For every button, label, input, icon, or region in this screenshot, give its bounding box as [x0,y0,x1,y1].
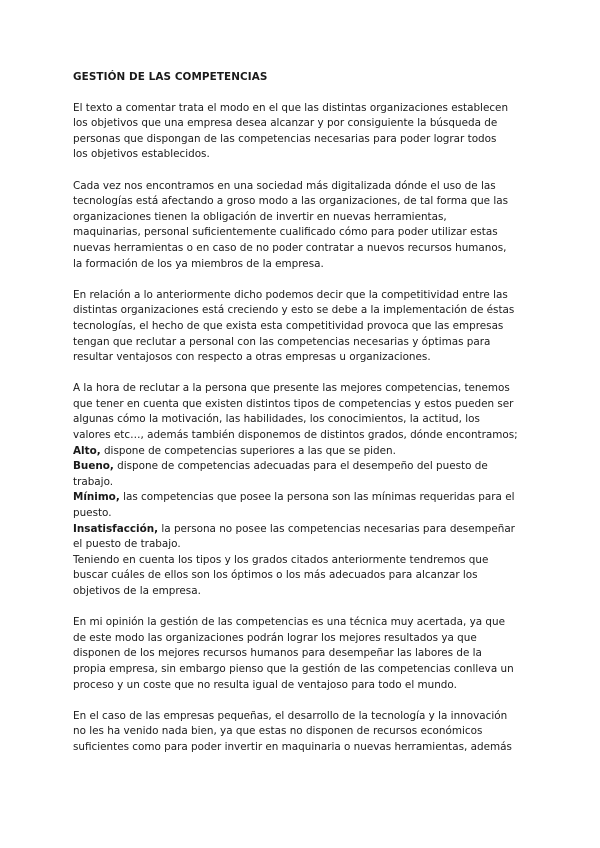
text-line: de este modo las organizaciones podrán lograr los mejores resultados ya que [73,631,477,644]
text-line: algunas cómo la motivación, las habilidades, los conocimientos, la actitud, los [73,413,480,426]
text-line: resultar ventajosos con respecto a otras empresas u organizaciones. [73,351,431,364]
paragraph-small-companies [73,709,533,756]
grade-minimo [73,490,533,506]
text-line: Teniendo en cuenta los tipos y los grados citados anteriormente tendremos que [73,553,489,566]
grade-bueno [73,459,533,475]
text-line: buscar cuáles de ellos son los óptimos o los más adecuados para alcanzar los [73,569,478,582]
text-line: distintas organizaciones está creciendo y esto se debe a la implementación de éstas [73,304,515,317]
text-line: tecnologías está afectando a groso modo a las organizaciones, de tal forma que las [73,195,509,208]
text-line: Cada vez nos encontramos en una sociedad más digitalizada dónde el uso de las [73,179,496,192]
text-line: propia empresa, sin embargo pienso que la gestión de las competencias conlleva un [73,662,514,675]
text-line: los objetivos establecidos. [73,148,210,161]
text-line: En mi opinión la gestión de las competencias es una técnica muy acertada, ya que [73,616,505,629]
document-page [73,70,533,771]
grade-text: la persona no posee las competencias necesarias para desempeñar [158,522,515,535]
paragraph-digitalization [73,179,533,273]
grade-text: dispone de competencias adecuadas para el desempeño del puesto de [113,460,488,473]
text-line: organizaciones tienen la obligación de invertir en nuevas herramientas, [73,210,447,223]
text-line: trabajo. [73,475,114,488]
grade-label: Bueno, [73,460,114,473]
grade-label: Insatisfacción, [73,522,159,535]
text-line: tengan que reclutar a personal con las competencias necesarias y óptimas para [73,335,491,348]
grade-text: las competencias que posee la persona son las mínimas requeridas para el [119,491,515,504]
text-line: A la hora de reclutar a la persona que presente las mejores competencias, tenemos [73,382,510,395]
text-line: los objetivos que una empresa desea alcanzar y por consiguiente la búsqueda de [73,117,498,130]
text-line: tecnologías, el hecho de que exista esta competitividad provoca que las empresas [73,319,504,332]
text-line: no les ha venido nada bien, ya que estas no disponen de recursos económicos [73,725,483,738]
text-line: puesto. [73,507,112,520]
grade-label: Mínimo, [73,491,120,504]
paragraph-intro [73,101,533,163]
text-line: valores etc…, además también disponemos de distintos grados, dónde encontramos; [73,429,518,442]
text-line: disponen de los mejores recursos humanos para desempeñar las labores de la [73,647,482,660]
grade-text: dispone de competencias superiores a las que se piden. [100,444,396,457]
document-title: GESTIÓN DE LAS COMPETENCIAS [73,71,268,83]
text-line: nuevas herramientas o en caso de no poder contratar a nuevos recursos humanos, [73,241,507,254]
paragraph-competitiveness [73,288,533,366]
text-line: que tener en cuenta que existen distintos tipos de competencias y estos pueden ser [73,397,514,410]
text-line: suficientes como para poder invertir en maquinaria o nuevas herramientas, además [73,740,512,753]
text-line: maquinarias, personal suficientemente cualificado cómo para poder utilizar estas [73,226,498,239]
paragraph-recruitment [73,381,533,599]
text-line: la formación de los ya miembros de la empresa. [73,257,324,270]
grade-alto [73,444,533,460]
text-line: En el caso de las empresas pequeñas, el desarrollo de la tecnología y la innovación [73,709,508,722]
text-line: personas que dispongan de las competencias necesarias para poder lograr todos [73,132,497,145]
grade-label: Alto, [73,444,101,457]
paragraph-opinion [73,615,533,693]
text-line: el puesto de trabajo. [73,538,181,551]
text-line: proceso y un coste que no resulta igual de ventajoso para todo el mundo. [73,678,457,691]
grade-insatisfaccion [73,522,533,538]
text-line: En relación a lo anteriormente dicho podemos decir que la competitividad entre las [73,288,508,301]
text-line: objetivos de la empresa. [73,585,201,597]
text-line: El texto a comentar trata el modo en el que las distintas organizaciones establecen [73,101,509,114]
